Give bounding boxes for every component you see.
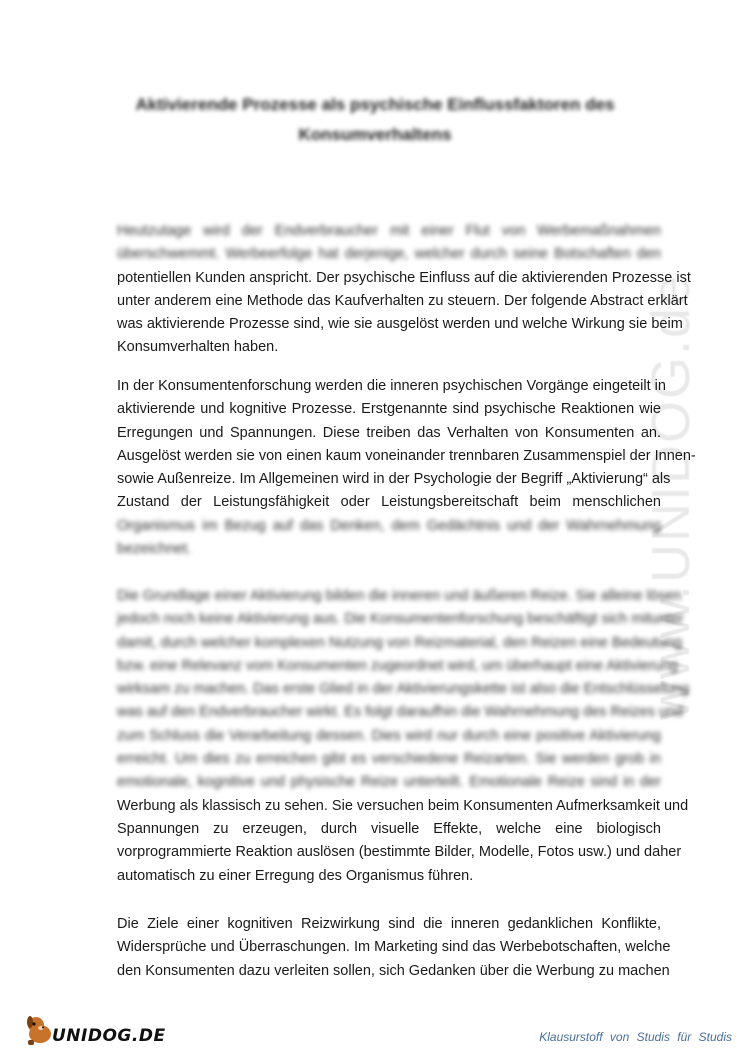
text-line: Widersprüche und Überraschungen. Im Marketing sind das Werbebotschaften, welche <box>117 939 671 956</box>
watermark: www.UNIDOG.de <box>641 273 701 720</box>
text-line: Werbung als klassisch zu sehen. Sie versuchen beim Konsumenten Aufmerksamkeit und <box>117 797 689 814</box>
document-title <box>90 90 660 150</box>
text-line: was auf den Endverbraucher wirkt. Es folgt daraufhin die Wahrnehmung des Reizes und <box>117 704 684 721</box>
text-line: Zustand der Leistungsfähigkeit oder Leistungsbereitschaft beim menschlichen <box>117 494 661 511</box>
text-line: Spannungen zu erzeugen, durch visuelle Effekte, welche eine biologisch <box>117 820 661 837</box>
text-line: Konsumverhalten haben. <box>117 339 279 356</box>
text-line: Ausgelöst werden sie von einen kaum voneinander trennbaren Zusammenspiel der Innen- <box>117 447 696 464</box>
text-line: bzw. eine Relevanz vom Konsumenten zugeordnet wird, um überhaupt eine Aktivierung <box>117 657 678 674</box>
text-line: unter anderem eine Methode das Kaufverhalten zu steuern. Der folgende Abstract erklärt <box>117 292 688 309</box>
text-line: jedoch noch keine Aktivierung aus. Die Konsumentenforschung beschäftigt sich mitunter <box>117 611 684 628</box>
text-line: zum Schluss die Verarbeitung dessen. Dies wird nur durch eine positive Aktivierung <box>117 727 661 744</box>
text-line: emotionale, kognitive und physische Reize unterteilt. Emotionale Reize sind in der <box>117 774 661 791</box>
title-line: Konsumverhaltens <box>298 125 452 144</box>
text-line: potentiellen Kunden anspricht. Der psychische Einfluss auf die aktivierenden Prozesse ist <box>117 269 691 286</box>
text-line: wirksam zu machen. Das erste Glied in der Aktivierungskette ist also die Entschlüsselung <box>117 681 690 698</box>
text-line: Die Ziele einer kognitiven Reizwirkung sind die inneren gedanklichen Konflikte, <box>117 916 661 932</box>
text-line: vorprogrammierte Reaktion auslösen (bestimmte Bilder, Modelle, Fotos usw.) und daher <box>117 844 682 861</box>
text-line: sowie Außenreize. Im Allgemeinen wird in der Psychologie der Begriff „Aktivierung“ als <box>117 471 671 488</box>
paragraph-3 <box>117 585 690 888</box>
paragraph-1 <box>117 220 691 360</box>
text-line: In der Konsumentenforschung werden die inneren psychischen Vorgänge eingeteilt in <box>117 378 666 394</box>
paragraph-2 <box>117 375 696 561</box>
logo-text: UNIDOG.DE <box>52 1026 166 1046</box>
text-line: überschwemmt. Werbeerfolge hat derjenige, welcher durch seine Botschaften den <box>117 246 661 263</box>
text-line: damit, durch welcher komplexen Nutzung von Reizmaterial, den Reizen eine Bedeutung <box>117 634 683 651</box>
text-line: Erregungen und Spannungen. Diese treiben das Verhalten von Konsumenten an. <box>117 424 661 441</box>
text-line: Organismus im Bezug auf das Denken, dem Gedächtnis und der Wahrnehmung <box>117 517 661 534</box>
text-line: erreicht. Um dies zu erreichen gibt es verschiedene Reizarten. Sie werden grob in <box>117 751 661 768</box>
title-line: Aktivierende Prozesse als psychische Einflussfaktoren des <box>135 95 615 114</box>
text-line: was aktivierende Prozesse sind, wie sie ausgelöst werden und welche Wirkung sie beim <box>117 316 683 333</box>
unidog-logo[interactable] <box>22 1012 166 1052</box>
text-line: den Konsumenten dazu verleiten sollen, sich Gedanken über die Werbung zu machen <box>117 962 670 979</box>
text-line: Die Grundlage einer Aktivierung bilden die inneren und äußeren Reize. Sie alleine lösen <box>117 588 682 604</box>
text-line: automatisch zu einer Erregung des Organismus führen. <box>117 867 474 884</box>
paragraph-4 <box>117 913 671 983</box>
text-line: aktivierende und kognitive Prozesse. Erstgenannte sind psychische Reaktionen wie <box>117 401 661 418</box>
text-line: bezeichnet. <box>117 541 192 558</box>
footer-tagline: Klausurstoff von Studis für Studis <box>539 1030 732 1044</box>
text-line: Heutzutage wird der Endverbraucher mit einer Flut von Werbemaßnahmen <box>117 223 661 239</box>
